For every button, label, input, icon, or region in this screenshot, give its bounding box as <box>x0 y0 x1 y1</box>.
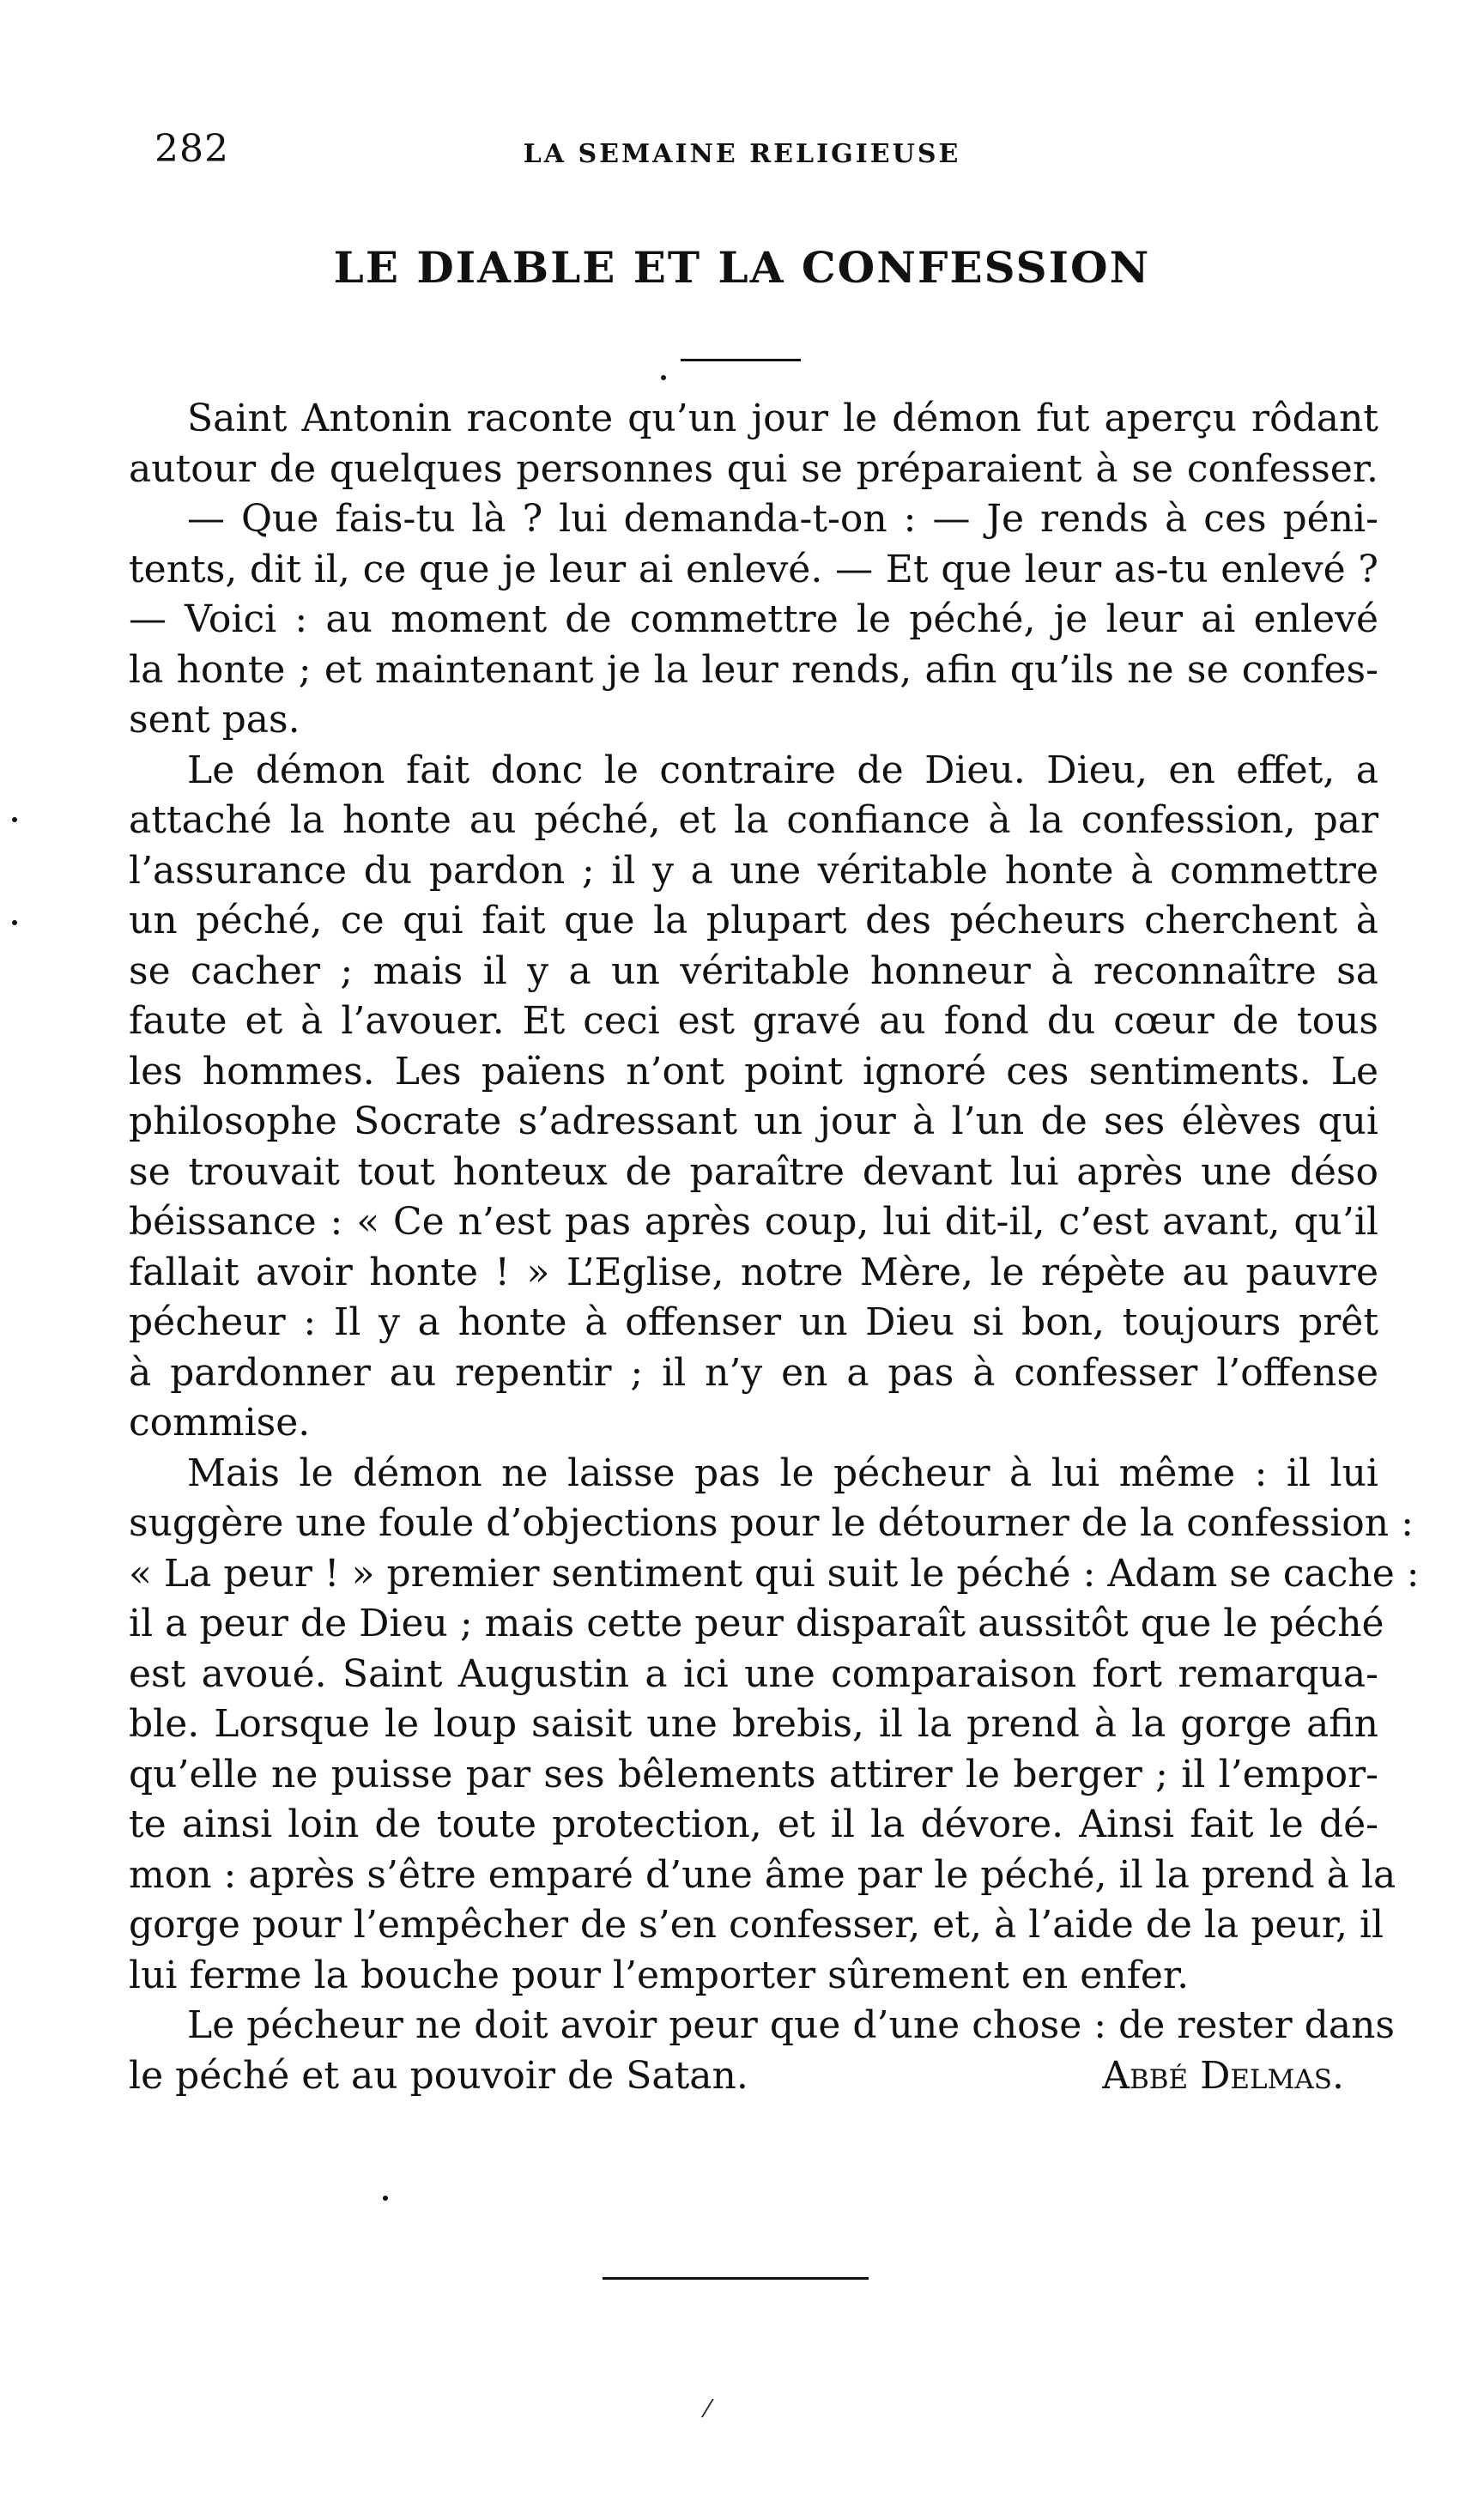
article-body <box>129 394 1420 2101</box>
stray-mark: ⁄ <box>706 2395 710 2423</box>
text-line: Saint Antonin raconte qu’un jour le démon fut aperçu rôdant <box>187 397 1378 440</box>
author-signature: Abbé Delmas. <box>1102 2053 1344 2098</box>
text-line: ble. Lorsque le loup saisit une brebis, il la prend à la gorge afin <box>129 1702 1378 1746</box>
text-line: un péché, ce qui fait que la plupart des pécheurs cherchent à <box>129 899 1378 942</box>
text-line: commise. <box>129 1401 311 1445</box>
text-line: le péché et au pouvoir de Satan. <box>129 2053 748 2098</box>
text-line: il a peur de Dieu ; mais cette peur disparaît aussitôt que le péché <box>129 1602 1384 1645</box>
closing-divider <box>603 2277 869 2280</box>
text-line: te ainsi loin de toute protection, et il la dévore. Ainsi fait le dé- <box>129 1802 1378 1846</box>
text-line: — Voici : au moment de commettre le péché, je leur ai enlevé <box>129 597 1378 641</box>
margin-dot <box>12 817 17 822</box>
text-line: pécheur : Il y a honte à offenser un Dieu si bon, toujours prêt <box>129 1300 1378 1344</box>
text-line: tents, dit il, ce que je leur ai enlevé. — Et que leur as-tu enlevé ? <box>129 547 1378 591</box>
text-line: — Que fais-tu là ? lui demanda-t-on : — Je rends à ces péni- <box>187 497 1378 541</box>
text-line: faute et à l’avouer. Et ceci est gravé au fond du cœur de tous <box>129 999 1378 1043</box>
text-line: lui ferme la bouche pour l’emporter sûrement en enfer. <box>129 1953 1190 1997</box>
text-line: l’assurance du pardon ; il y a une véritable honte à commettre <box>129 848 1378 893</box>
text-line: attaché la honte au péché, et la confiance à la confession, par <box>129 798 1378 842</box>
text-line: Le pécheur ne doit avoir peur que d’une chose : de rester dans <box>187 2003 1395 2047</box>
text-line: à pardonner au repentir ; il n’y en a pas à confesser l’offense <box>129 1350 1378 1395</box>
ornament-dot <box>383 2196 388 2201</box>
article-title: LE DIABLE ET LA CONFESSION <box>333 242 1151 293</box>
page-number: 282 <box>154 127 229 171</box>
text-line: la honte ; et maintenant je la leur rends, afin qu’ils ne se confes- <box>129 647 1378 692</box>
text-line: béissance : « Ce n’est pas après coup, lui dit-il, c’est avant, qu’il <box>129 1200 1378 1244</box>
text-line: se trouvait tout honteux de paraître devant lui après une déso <box>129 1149 1378 1194</box>
text-line: sent pas. <box>129 698 300 742</box>
text-line: autour de quelques personnes qui se préparaient à se confesser. <box>129 446 1378 491</box>
ornament-dot <box>661 375 666 380</box>
text-line: Mais le démon ne laisse pas le pécheur à lui même : il lui <box>187 1451 1378 1495</box>
text-line: suggère une foule d’objections pour le détourner de la confession : <box>129 1501 1414 1545</box>
text-line: les hommes. Les païens n’ont point ignoré ces sentiments. Le <box>129 1049 1378 1093</box>
text-line: qu’elle ne puisse par ses bêlements attirer le berger ; il l’empor- <box>129 1752 1378 1796</box>
signature-line <box>129 2051 1378 2102</box>
text-line: philosophe Socrate s’adressant un jour à l’un de ses élèves qui <box>129 1100 1378 1143</box>
text-line: se cacher ; mais il y a un véritable honneur à reconnaître sa <box>129 948 1378 993</box>
margin-dot <box>12 920 17 925</box>
text-line: fallait avoir honte ! » L’Eglise, notre Mère, le répète au pauvre <box>129 1250 1378 1294</box>
title-divider <box>681 359 801 361</box>
text-line: « La peur ! » premier sentiment qui suit le péché : Adam se cache : <box>129 1551 1420 1596</box>
running-head: LA SEMAINE RELIGIEUSE <box>523 139 961 169</box>
text-line: mon : après s’être emparé d’une âme par le péché, il la prend à la <box>129 1852 1396 1897</box>
text-line: gorge pour l’empêcher de s’en confesser, et, à l’aide de la peur, il <box>129 1903 1384 1947</box>
text-line: est avoué. Saint Augustin a ici une comparaison fort remarqua- <box>129 1651 1378 1696</box>
text-line: Le démon fait donc le contraire de Dieu. Dieu, en effet, a <box>187 748 1378 792</box>
